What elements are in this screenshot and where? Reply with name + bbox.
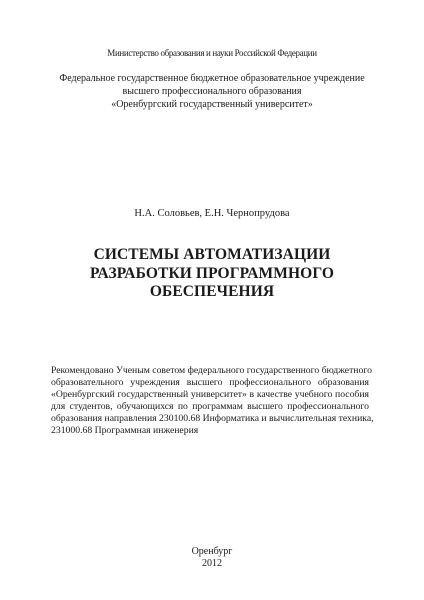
publication-year: 2012: [202, 558, 222, 569]
recommendation-line-6: 231000.68 Программная инженерия: [51, 425, 199, 437]
recommendation-line-2: образовательного учреждения высшего профессионального образования: [51, 377, 369, 389]
title-line-1: СИСТЕМЫ АВТОМАТИЗАЦИИ: [93, 246, 331, 263]
recommendation-paragraph: [51, 365, 374, 438]
recommendation-line-5: образования направления 230100.68 Информатика и вычислительная техника,: [51, 413, 374, 425]
publication-city: Оренбург: [191, 546, 233, 557]
authors: Н.А. Соловьев, Е.Н. Чернопрудова: [134, 208, 290, 219]
ministry-line: Министерство образования и науки Российской Федерации: [107, 48, 317, 58]
recommendation-line-4: для студентов, обучающихся по программам высшего профессионального: [51, 401, 369, 413]
institution-line-3: «Оренбургский государственный университет»: [111, 99, 313, 110]
title-line-3: ОБЕСПЕЧЕНИЯ: [149, 283, 275, 300]
institution-block: [0, 72, 424, 111]
institution-line-2: высшего профессионального образования: [122, 86, 302, 97]
institution-line-1: Федеральное государственное бюджетное образовательное учреждение: [59, 73, 365, 84]
title-line-2: РАЗРАБОТКИ ПРОГРАММНОГО: [89, 264, 335, 282]
recommendation-line-1: Рекомендовано Ученым советом федерального государственного бюджетного: [51, 365, 372, 376]
recommendation-line-3: «Оренбургский государственный университет» в качестве учебного пособия: [51, 389, 369, 401]
book-title: [0, 246, 424, 302]
